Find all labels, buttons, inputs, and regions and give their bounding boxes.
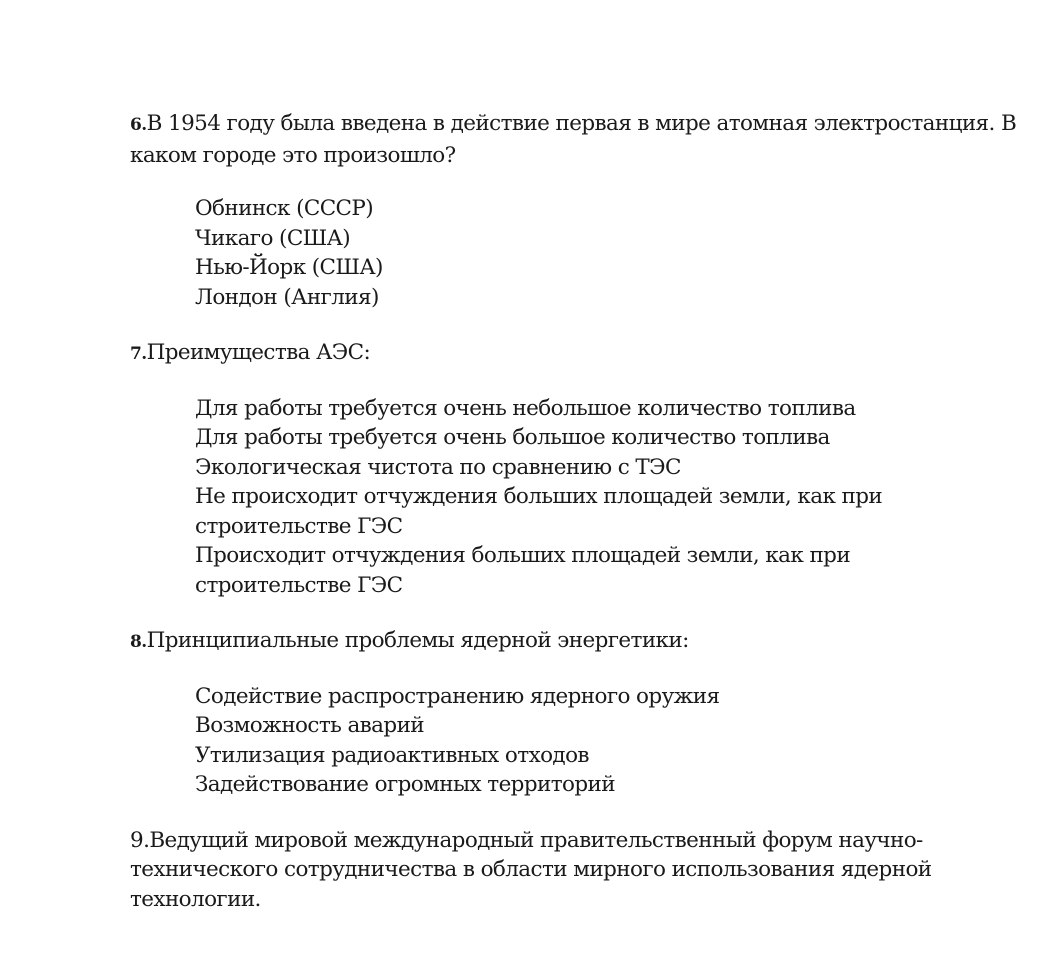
answer-option: Для работы требуется очень большое количество топлива bbox=[195, 425, 830, 450]
question-9 bbox=[130, 826, 1020, 915]
answer-option: Нью-Йорк (США) bbox=[195, 255, 383, 280]
answer-option: Экологическая чистота по сравнению с ТЭС bbox=[195, 454, 681, 480]
answer-option: Лондон (Англия) bbox=[195, 284, 379, 310]
spacer bbox=[130, 800, 1020, 826]
answer-option: Обнинск (СССР) bbox=[195, 196, 374, 221]
question-8 bbox=[130, 626, 1020, 800]
question-number: 9. bbox=[130, 827, 150, 853]
question-8-text bbox=[130, 626, 1020, 658]
question-6-text bbox=[130, 109, 1020, 170]
answer-option: Задействование огромных территорий bbox=[195, 772, 616, 797]
answer-option: Возможность аварий bbox=[195, 713, 425, 738]
question-number: 8. bbox=[130, 632, 147, 652]
question-statement: Принципиальные проблемы ядерной энергетики: bbox=[146, 628, 689, 653]
answer-option: Не происходит отчуждения больших площадей земли, как при строительстве ГЭС bbox=[195, 484, 883, 539]
question-7-options bbox=[130, 394, 1020, 601]
question-7-text bbox=[130, 338, 1020, 370]
question-8-options bbox=[130, 682, 1020, 800]
answer-option: Для работы требуется очень небольшое количество топлива bbox=[195, 395, 856, 421]
question-6-options bbox=[130, 194, 1020, 312]
spacer bbox=[130, 312, 1020, 338]
answer-option: Происходит отчуждения больших площадей земли, как при строительстве ГЭС bbox=[195, 543, 851, 598]
spacer bbox=[130, 600, 1020, 626]
question-statement: Преимущества АЭС: bbox=[146, 340, 371, 365]
answer-option: Чикаго (США) bbox=[195, 225, 351, 251]
question-statement: Ведущий мировой международный правительственный форум научно-технического сотрудничества в области мирного использования ядерной технологии. bbox=[130, 827, 932, 912]
answer-option: Утилизация радиоактивных отходов bbox=[195, 742, 589, 768]
question-statement: В 1954 году была введена в действие первая в мире атомная электростанция. В каком городе это произошло? bbox=[130, 111, 1017, 168]
answer-option: Содействие распространению ядерного оружия bbox=[195, 683, 720, 709]
document-page bbox=[130, 109, 1020, 914]
question-number: 6. bbox=[130, 115, 147, 135]
question-6 bbox=[130, 109, 1020, 312]
question-number: 7. bbox=[130, 344, 147, 364]
question-7 bbox=[130, 338, 1020, 600]
question-9-text bbox=[130, 826, 1020, 915]
